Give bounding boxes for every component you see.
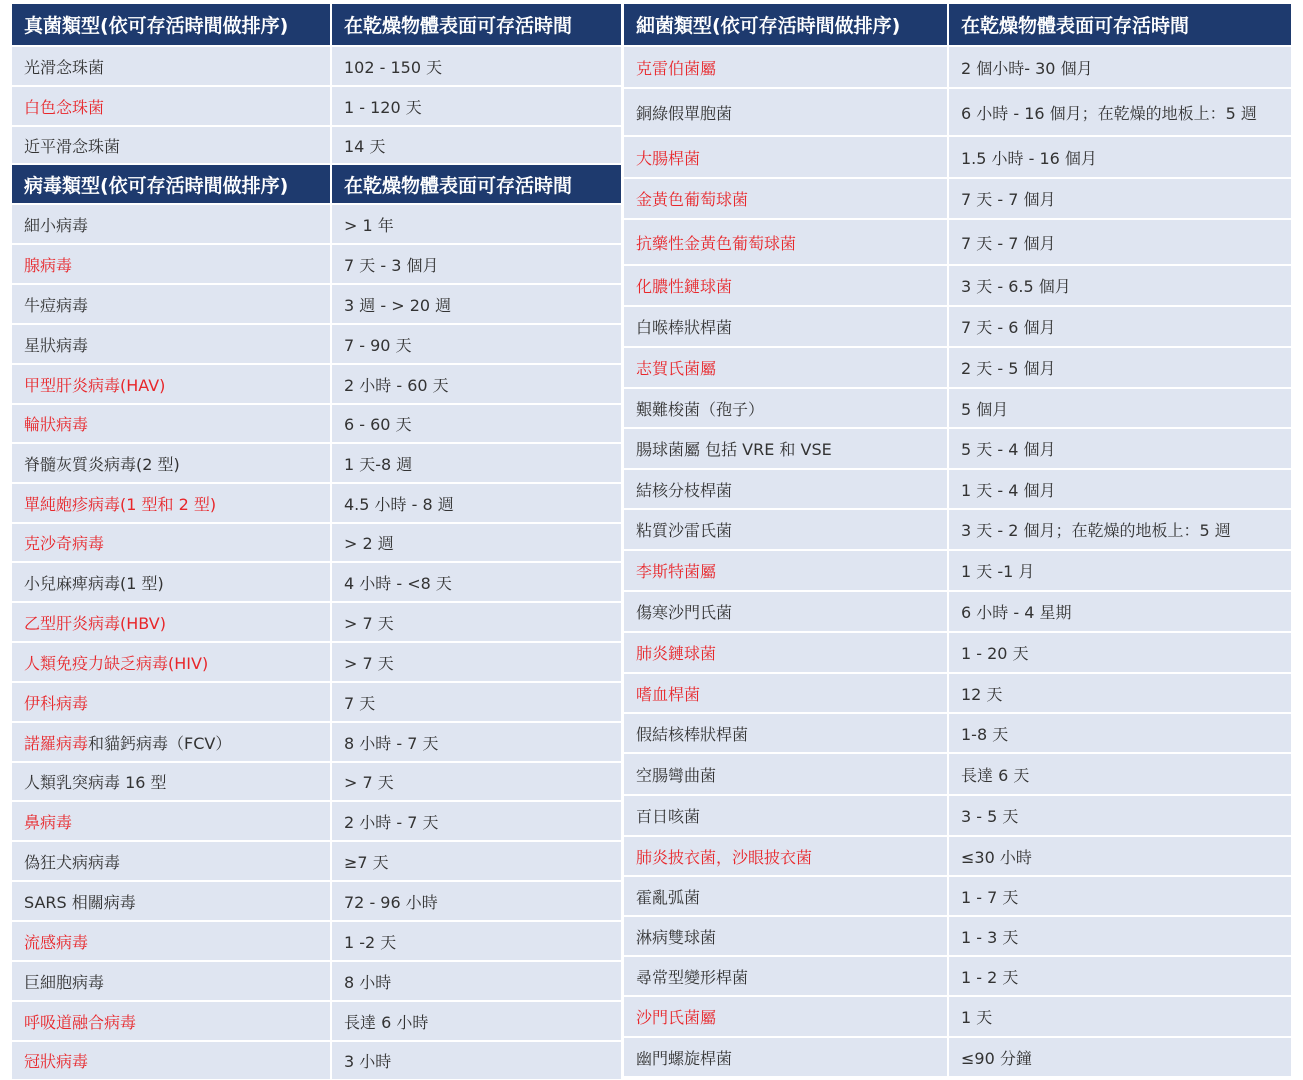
organism-name-text: 牛痘病毒 bbox=[24, 295, 89, 315]
table-row bbox=[624, 346, 1291, 387]
table-row bbox=[12, 1000, 621, 1040]
table-row bbox=[12, 283, 621, 323]
table-row bbox=[12, 482, 621, 522]
organism-name bbox=[12, 882, 332, 920]
organism-name bbox=[624, 220, 949, 264]
organism-name bbox=[12, 763, 332, 800]
organism-name-text: 百日咳菌 bbox=[636, 807, 701, 826]
organism-name-text: 白色念珠菌 bbox=[24, 97, 105, 117]
organism-name bbox=[12, 842, 332, 880]
organism-name bbox=[12, 127, 332, 163]
virus-header-type: 病毒類型(依可存活時間做排序) bbox=[12, 165, 332, 203]
organism-name-text: 金黃色葡萄球菌 bbox=[636, 190, 749, 209]
organism-name-text: 流感病毒 bbox=[24, 932, 89, 952]
organism-name bbox=[624, 429, 949, 468]
organism-name bbox=[624, 917, 949, 955]
organism-name bbox=[624, 89, 949, 135]
survival-time: 2 個小時- 30 個月 bbox=[961, 58, 1093, 78]
organism-name-text: 腺病毒 bbox=[24, 255, 73, 275]
organism-name-text: 肺炎鏈球菌 bbox=[636, 644, 717, 663]
organism-name bbox=[12, 405, 332, 442]
organism-name-text: 小兒麻痺病毒(1 型) bbox=[24, 573, 164, 593]
fungi-section bbox=[12, 4, 621, 163]
organism-name bbox=[12, 683, 332, 721]
organism-name-text: 化膿性鏈球菌 bbox=[636, 277, 733, 296]
survival-time: 1-8 天 bbox=[961, 724, 1009, 744]
survival-time: 8 小時 bbox=[344, 972, 392, 992]
organism-name-text: 克雷伯菌屬 bbox=[636, 58, 717, 78]
survival-time: ≤90 分鐘 bbox=[961, 1048, 1032, 1068]
survival-time: > 2 週 bbox=[344, 534, 394, 553]
organism-name bbox=[624, 348, 949, 387]
organism-name bbox=[624, 307, 949, 346]
survival-time: 72 - 96 小時 bbox=[344, 892, 438, 912]
survival-time: 2 小時 - 7 天 bbox=[344, 812, 439, 832]
survival-time: 7 天 - 6 個月 bbox=[961, 318, 1056, 337]
survival-time: 3 - 5 天 bbox=[961, 807, 1019, 826]
table-row bbox=[624, 995, 1291, 1036]
organism-name-text: 李斯特菌屬 bbox=[636, 562, 717, 581]
table-row bbox=[624, 468, 1291, 508]
virus-header-row bbox=[12, 163, 621, 203]
organism-name bbox=[624, 470, 949, 508]
survival-time: 1 天-8 週 bbox=[344, 454, 413, 474]
table-row bbox=[12, 363, 621, 403]
organism-name bbox=[624, 389, 949, 427]
survival-time: 6 - 60 天 bbox=[344, 415, 412, 434]
organism-name bbox=[12, 205, 332, 243]
table-row bbox=[12, 45, 621, 85]
organism-name-text: 假結核棒狀桿菌 bbox=[636, 724, 749, 744]
organism-name bbox=[12, 603, 332, 641]
table-row bbox=[12, 403, 621, 442]
table-row bbox=[12, 561, 621, 601]
organism-name-text: 乙型肝炎病毒(HBV) bbox=[24, 613, 166, 633]
table-row bbox=[624, 387, 1291, 427]
organism-name bbox=[12, 524, 332, 561]
table-row bbox=[624, 835, 1291, 875]
table-row bbox=[12, 920, 621, 960]
survival-time: 1 - 2 天 bbox=[961, 967, 1019, 987]
organism-name bbox=[12, 87, 332, 125]
survival-time: 7 - 90 天 bbox=[344, 335, 412, 355]
organism-name-text: 諾羅病毒 bbox=[24, 733, 89, 753]
survival-time: 長達 6 小時 bbox=[344, 1012, 429, 1032]
survival-time: ≥7 天 bbox=[344, 852, 389, 872]
organism-name bbox=[624, 179, 949, 218]
organism-name-text: 銅綠假單胞菌 bbox=[636, 103, 733, 123]
organism-name bbox=[12, 1042, 332, 1079]
organism-name bbox=[624, 137, 949, 177]
organism-name-text: 脊髓灰質炎病毒(2 型) bbox=[24, 454, 180, 474]
table-row bbox=[624, 955, 1291, 995]
survival-time: 4 小時 - <8 天 bbox=[344, 573, 452, 593]
table-row bbox=[12, 960, 621, 1000]
table-row bbox=[624, 1036, 1291, 1076]
table-row bbox=[624, 218, 1291, 264]
survival-time: 102 - 150 天 bbox=[344, 57, 443, 77]
survival-time: 1.5 小時 - 16 個月 bbox=[961, 148, 1097, 168]
table-row bbox=[12, 203, 621, 243]
organism-name-text: 光滑念珠菌 bbox=[24, 57, 105, 77]
organism-name bbox=[12, 365, 332, 403]
organism-name-text: 艱難梭菌（孢子） bbox=[636, 399, 765, 419]
table-row bbox=[12, 85, 621, 125]
organism-name bbox=[624, 957, 949, 995]
table-row bbox=[12, 800, 621, 840]
table-row bbox=[624, 45, 1291, 87]
survival-time: 1 -2 天 bbox=[344, 932, 397, 952]
table-row bbox=[12, 522, 621, 561]
organism-name bbox=[12, 563, 332, 601]
survival-time: > 7 天 bbox=[344, 773, 394, 792]
organism-name-text: 伊科病毒 bbox=[24, 693, 89, 713]
survival-time: 3 週 - > 20 週 bbox=[344, 295, 452, 315]
organism-name bbox=[624, 633, 949, 672]
table-row bbox=[624, 305, 1291, 346]
table-row bbox=[12, 243, 621, 283]
survival-time: 5 個月 bbox=[961, 399, 1009, 419]
virus-header-time: 在乾燥物體表面可存活時間 bbox=[344, 174, 573, 197]
organism-name-text: 沙門氏菌屬 bbox=[636, 1008, 717, 1027]
table-row bbox=[12, 641, 621, 681]
organism-name-text: SARS 相關病毒 bbox=[24, 892, 136, 912]
organism-name-text: 近平滑念珠菌 bbox=[24, 136, 121, 156]
organism-name bbox=[624, 796, 949, 835]
bacteria-header-time: 在乾燥物體表面可存活時間 bbox=[961, 15, 1190, 37]
table-row bbox=[624, 752, 1291, 794]
left-panel bbox=[12, 4, 621, 1079]
survival-time: > 1 年 bbox=[344, 215, 394, 235]
organism-name-text: 甲型肝炎病毒(HAV) bbox=[24, 375, 166, 395]
table-row bbox=[624, 590, 1291, 631]
organism-name bbox=[624, 837, 949, 875]
organism-name-text: 空腸彎曲菌 bbox=[636, 765, 717, 785]
organism-name-text: 星狀病毒 bbox=[24, 335, 89, 355]
survival-time: 8 小時 - 7 天 bbox=[344, 733, 439, 753]
organism-name bbox=[12, 1002, 332, 1040]
table-row bbox=[624, 549, 1291, 590]
organism-name-text: 大腸桿菌 bbox=[636, 148, 701, 168]
fungi-header-time: 在乾燥物體表面可存活時間 bbox=[344, 15, 573, 37]
organism-name bbox=[12, 643, 332, 681]
table-row bbox=[624, 508, 1291, 549]
table-row bbox=[12, 601, 621, 641]
table-row bbox=[12, 681, 621, 721]
survival-time: 3 天 - 2 個月；在乾燥的地板上：5 週 bbox=[961, 521, 1231, 540]
survival-time: 2 小時 - 60 天 bbox=[344, 375, 449, 395]
organism-name-text: 白喉棒狀桿菌 bbox=[636, 318, 733, 337]
survival-time: 14 天 bbox=[344, 136, 386, 156]
organism-name-text: 偽狂犬病病毒 bbox=[24, 852, 121, 872]
survival-time: ≤30 小時 bbox=[961, 847, 1032, 867]
organism-name-text: 粘質沙雷氏菌 bbox=[636, 521, 733, 540]
survival-time: 長達 6 天 bbox=[961, 765, 1030, 785]
survival-time: 1 天 - 4 個月 bbox=[961, 480, 1056, 500]
table-row bbox=[624, 875, 1291, 915]
organism-name bbox=[624, 714, 949, 752]
right-panel bbox=[624, 4, 1291, 1076]
table-row bbox=[624, 135, 1291, 177]
organism-name-text: 人類免疫力缺乏病毒(HIV) bbox=[24, 653, 209, 673]
survival-time: 7 天 - 3 個月 bbox=[344, 255, 439, 275]
organism-name-text: 腸球菌屬 包括 VRE 和 VSE bbox=[636, 440, 832, 459]
table-row bbox=[12, 125, 621, 163]
table-row bbox=[624, 672, 1291, 712]
survival-time: 12 天 bbox=[961, 684, 1003, 704]
organism-name bbox=[624, 997, 949, 1036]
survival-time: 1 天 -1 月 bbox=[961, 562, 1035, 581]
table-row bbox=[12, 721, 621, 761]
organism-name bbox=[624, 510, 949, 549]
survival-time: 1 天 bbox=[961, 1008, 993, 1027]
table-row bbox=[12, 323, 621, 363]
organism-name-extra: 和貓鈣病毒（FCV） bbox=[88, 733, 232, 753]
survival-time: 7 天 bbox=[344, 693, 376, 713]
survival-time: 2 天 - 5 個月 bbox=[961, 359, 1056, 378]
survival-time: 3 小時 bbox=[344, 1052, 392, 1071]
organism-name bbox=[12, 802, 332, 840]
organism-name-text: 抗藥性金黃色葡萄球菌 bbox=[636, 233, 797, 253]
survival-time: 4.5 小時 - 8 週 bbox=[344, 494, 454, 514]
organism-name-text: 單純皰疹病毒(1 型和 2 型) bbox=[24, 494, 217, 514]
survival-time: 6 小時 - 4 星期 bbox=[961, 603, 1072, 622]
survival-time: 1 - 20 天 bbox=[961, 644, 1029, 663]
table-row bbox=[624, 177, 1291, 218]
survival-time: 1 - 120 天 bbox=[344, 97, 422, 117]
organism-name bbox=[12, 723, 332, 761]
organism-name-text: 霍亂弧菌 bbox=[636, 887, 701, 907]
table-row bbox=[624, 915, 1291, 955]
organism-name bbox=[12, 47, 332, 85]
table-row bbox=[624, 264, 1291, 305]
survival-time: 1 - 7 天 bbox=[961, 887, 1019, 907]
survival-time: 1 - 3 天 bbox=[961, 927, 1019, 947]
organism-name bbox=[624, 754, 949, 794]
organism-name-text: 尋常型變形桿菌 bbox=[636, 967, 749, 987]
organism-name bbox=[12, 245, 332, 283]
survival-time: 7 天 - 7 個月 bbox=[961, 233, 1056, 253]
table-row bbox=[624, 631, 1291, 672]
table-row bbox=[12, 761, 621, 800]
survival-time: 5 天 - 4 個月 bbox=[961, 440, 1056, 459]
table-row bbox=[12, 442, 621, 482]
survival-time: > 7 天 bbox=[344, 613, 394, 633]
organism-name bbox=[12, 325, 332, 363]
table-row bbox=[624, 87, 1291, 135]
survival-time: 7 天 - 7 個月 bbox=[961, 190, 1056, 209]
organism-name bbox=[12, 285, 332, 323]
organism-name bbox=[12, 922, 332, 960]
organism-name-text: 淋病雙球菌 bbox=[636, 927, 717, 947]
organism-name-text: 克沙奇病毒 bbox=[24, 534, 105, 553]
organism-name-text: 人類乳突病毒 16 型 bbox=[24, 773, 167, 792]
table-row bbox=[624, 712, 1291, 752]
organism-name-text: 傷寒沙門氏菌 bbox=[636, 603, 733, 622]
organism-name bbox=[12, 962, 332, 1000]
organism-name bbox=[12, 484, 332, 522]
organism-name-text: 志賀氏菌屬 bbox=[636, 359, 717, 378]
table-row bbox=[12, 840, 621, 880]
organism-name bbox=[624, 674, 949, 712]
organism-name-text: 細小病毒 bbox=[24, 215, 89, 235]
organism-name bbox=[624, 1038, 949, 1076]
organism-name bbox=[624, 592, 949, 631]
organism-name-text: 結核分枝桿菌 bbox=[636, 480, 733, 500]
organism-name-text: 肺炎披衣菌，沙眼披衣菌 bbox=[636, 847, 813, 867]
survival-time: > 7 天 bbox=[344, 653, 394, 673]
organism-name bbox=[624, 551, 949, 590]
organism-name-text: 呼吸道融合病毒 bbox=[24, 1012, 137, 1032]
survival-time: 3 天 - 6.5 個月 bbox=[961, 277, 1071, 296]
bacteria-section bbox=[624, 4, 1291, 1076]
organism-name-text: 巨細胞病毒 bbox=[24, 972, 105, 992]
organism-name-text: 鼻病毒 bbox=[24, 812, 73, 832]
organism-name bbox=[624, 266, 949, 305]
organism-name-text: 嗜血桿菌 bbox=[636, 684, 701, 704]
organism-name bbox=[624, 877, 949, 915]
organism-name bbox=[624, 47, 949, 87]
organism-name-text: 輪狀病毒 bbox=[24, 415, 89, 434]
bacteria-header-row bbox=[624, 4, 1291, 45]
table-row bbox=[624, 427, 1291, 468]
fungi-header-row bbox=[12, 4, 621, 45]
table-row bbox=[12, 1040, 621, 1079]
organism-name-text: 冠狀病毒 bbox=[24, 1052, 89, 1071]
survival-time: 6 小時 - 16 個月；在乾燥的地板上：5 週 bbox=[961, 103, 1257, 123]
organism-name bbox=[12, 444, 332, 482]
table-row bbox=[624, 794, 1291, 835]
fungi-header-type: 真菌類型(依可存活時間做排序) bbox=[12, 4, 332, 45]
table-row bbox=[12, 880, 621, 920]
virus-section bbox=[12, 163, 621, 1079]
bacteria-header-type: 細菌類型(依可存活時間做排序) bbox=[624, 4, 949, 45]
organism-name-text: 幽門螺旋桿菌 bbox=[636, 1048, 733, 1068]
